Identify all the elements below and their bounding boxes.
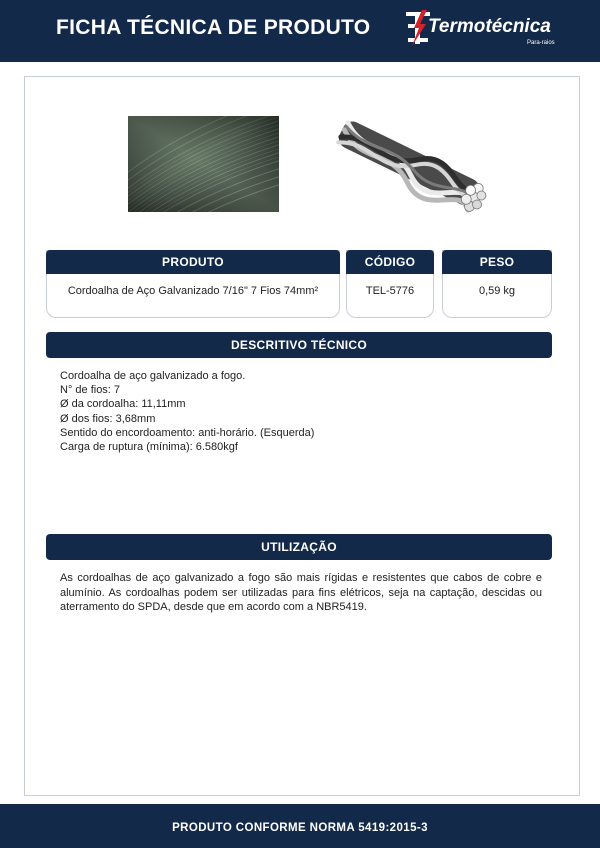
code-column: [346, 250, 434, 318]
page-title: FICHA TÉCNICA DE PRODUTO: [56, 16, 371, 39]
product-weight: 0,59 kg: [478, 285, 516, 297]
product-column: [46, 250, 340, 318]
header-bar: [0, 0, 600, 62]
spec-line: Sentido do encordoamento: anti-horário. (Esquerda): [60, 426, 315, 439]
code-header: CÓDIGO: [346, 250, 434, 274]
product-code: TEL-5776: [365, 285, 415, 297]
spec-line: Carga de ruptura (mínima): 6.580kgf: [60, 441, 238, 454]
spec-line: N° de fios: 7: [60, 384, 121, 397]
footer-bar: [0, 804, 600, 848]
technical-description-header: DESCRITIVO TÉCNICO: [46, 332, 552, 358]
standard-compliance-note: PRODUTO CONFORME NORMA 5419:2015-3: [172, 822, 428, 834]
cable-coil-photo: [128, 116, 279, 212]
brand-logo: [404, 8, 594, 54]
usage-header: UTILIZAÇÃO: [46, 534, 552, 560]
technical-description-list: [60, 369, 314, 454]
spec-line: Cordoalha de aço galvanizado a fogo.: [60, 370, 246, 382]
spec-line: Ø dos fios: 3,68mm: [60, 412, 156, 425]
brand-name: Termotécnica: [428, 16, 551, 37]
spec-line: Ø da cordoalha: 11,11mm: [60, 398, 186, 411]
weight-header: PESO: [442, 250, 552, 274]
brand-tagline: Para-raios: [527, 40, 555, 46]
weight-column: [442, 250, 552, 318]
product-name: Cordoalha de Aço Galvanizado 7/16" 7 Fios 74mm²: [67, 285, 319, 297]
usage-paragraph: As cordoalhas de aço galvanizado a fogo são mais rígidas e resistentes que cabos de cobre e alumínio. As cordoalhas podem ser utilizadas para fins elétricos, seja na captação, descidas ou aterramento do SPDA, desde que em acordo com a NBR5419.: [60, 572, 542, 614]
product-header: PRODUTO: [46, 250, 340, 274]
strand-detail-photo: [326, 110, 494, 218]
